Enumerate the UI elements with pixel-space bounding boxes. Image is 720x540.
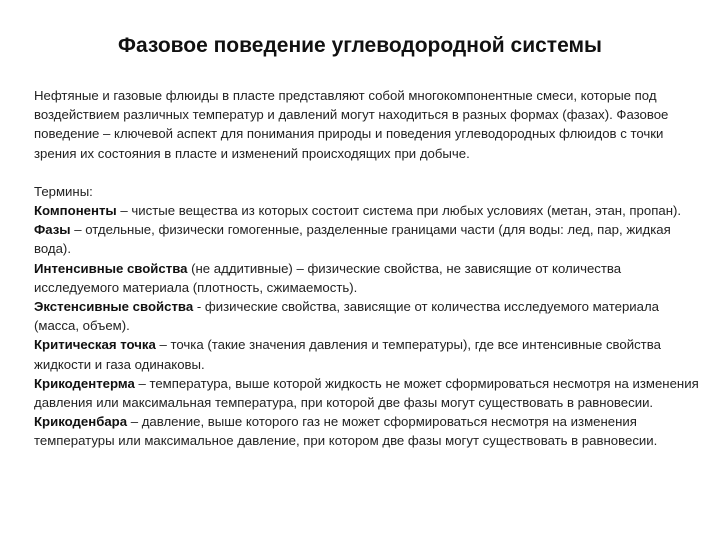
term-critical-point bbox=[34, 335, 702, 373]
term-name: Крикодентерма bbox=[34, 375, 135, 391]
term-definition: – температура, выше которой жидкость не может сформироваться несмотря на изменения давления или максимальная температура, при которой две фазы могут существовать в равновесии. bbox=[34, 375, 699, 411]
term-definition: – давление, выше которого газ не может сформироваться несмотря на изменения температуры или максимальное давление, при котором две фазы могут существовать в равновесии. bbox=[34, 414, 658, 449]
term-cricondentherm bbox=[34, 374, 702, 412]
term-definition: (не аддитивные) – физические свойства, не зависящие от количества исследуемого материала (плотность, сжимаемость). bbox=[34, 260, 622, 295]
terms-heading: Термины: bbox=[34, 183, 93, 199]
term-name: Фазы bbox=[34, 222, 71, 238]
term-name: Интенсивные свойства bbox=[34, 260, 188, 276]
term-extensive-properties bbox=[34, 297, 702, 335]
term-name: Критическая точка bbox=[34, 337, 156, 353]
term-cricondenbar bbox=[34, 412, 702, 450]
intro-paragraph: Нефтяные и газовые флюиды в пласте представляют собой многокомпонентные смеси, которые под воздействием различных температур и давлений могут находиться в разных формах (фазах). Фазовое поведение – ключевой аспект для понимания природы и поведения углеводородных флюидов с точки зрения их состояния в пласте и изменений происходящих при добыче. bbox=[34, 88, 669, 161]
term-phases bbox=[34, 220, 702, 258]
term-definition: - физические свойства, зависящие от количества исследуемого материала (масса, объем). bbox=[34, 299, 660, 334]
slide-title: Фазовое поведение углеводородной системы bbox=[118, 34, 602, 57]
term-definition: – точка (такие значения давления и температуры), где все интенсивные свойства жидкости и газа одинаковы. bbox=[34, 337, 661, 372]
term-definition: – отдельные, физически гомогенные, разделенные границами части (для воды: лед, пар, жидкая вода). bbox=[34, 222, 671, 257]
term-name: Крикоденбара bbox=[34, 414, 128, 430]
term-intensive-properties bbox=[34, 259, 702, 297]
term-components bbox=[34, 201, 702, 220]
term-name: Компоненты bbox=[34, 203, 117, 219]
term-name: Экстенсивные свойства bbox=[34, 299, 194, 315]
slide-body bbox=[34, 86, 702, 451]
term-definition: – чистые вещества из которых состоит система при любых условиях (метан, этан, пропан). bbox=[116, 203, 682, 219]
